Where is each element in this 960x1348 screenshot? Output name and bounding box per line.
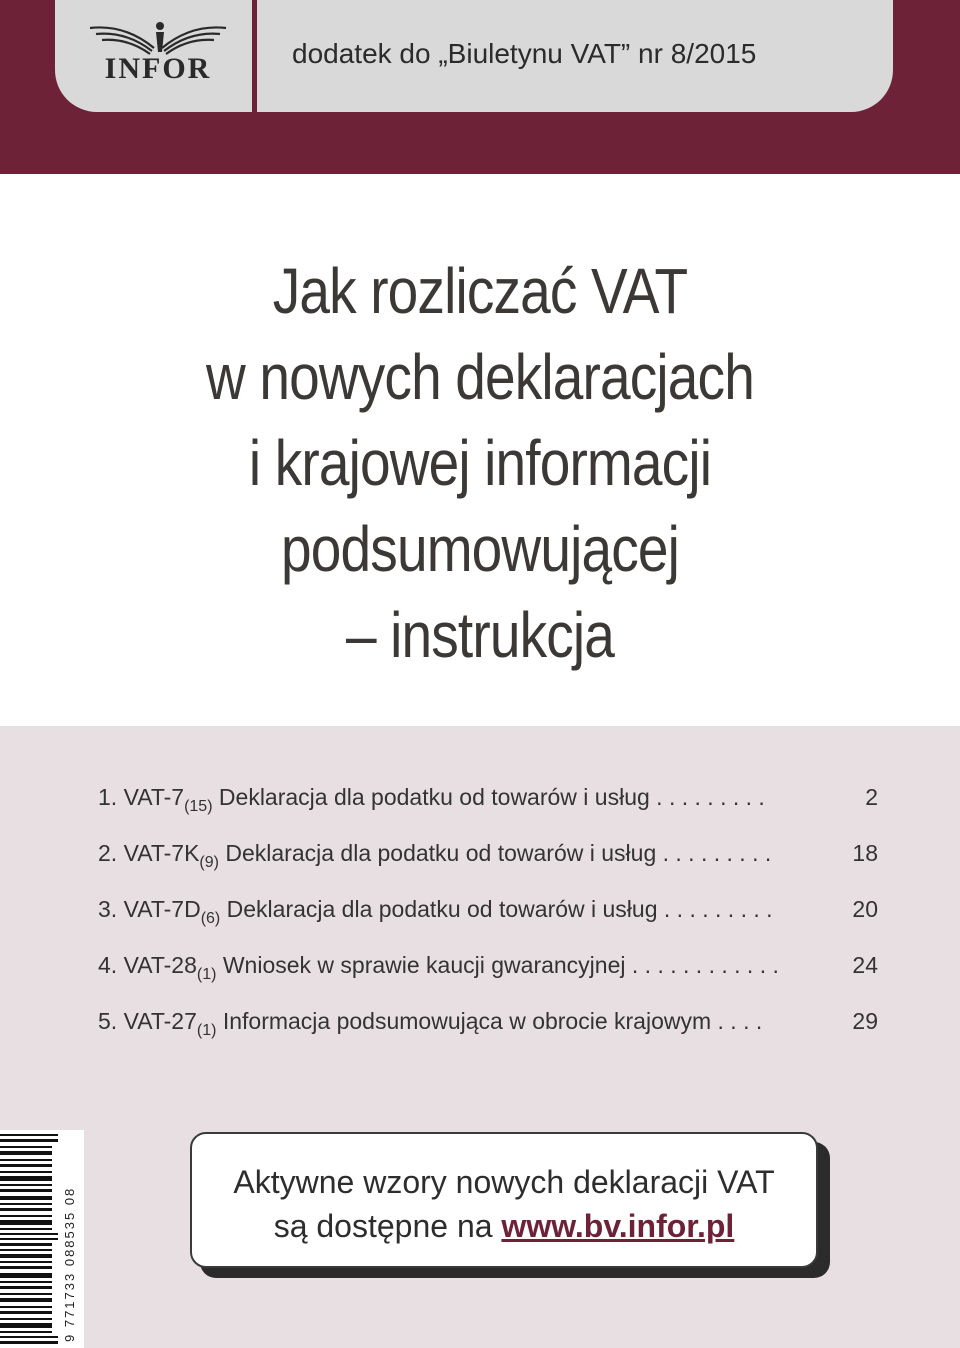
- toc-item-number: 4. VAT-28: [98, 952, 197, 978]
- promo-line-1: Aktywne wzory nowych deklaracji VAT: [233, 1164, 775, 1200]
- toc-item-page: 20: [852, 896, 878, 922]
- toc-item-title: Deklaracja dla podatku od towarów i usług: [218, 784, 650, 810]
- promo-line-2-text: są dostępne na: [273, 1208, 493, 1244]
- toc-item-leader: . . . .: [717, 1008, 763, 1034]
- toc-item-version: (15): [184, 798, 213, 815]
- infor-logo: [80, 18, 236, 88]
- toc-item[interactable]: [98, 952, 878, 1008]
- title-line: Jak rozliczać VAT: [272, 255, 688, 327]
- toc-item[interactable]: [98, 784, 878, 840]
- toc-item[interactable]: [98, 1008, 878, 1064]
- toc-item-title: Wniosek w sprawie kaucji gwarancyjnej: [222, 952, 626, 978]
- toc-item-number: 5. VAT-27: [98, 1008, 197, 1034]
- toc-item-title: Informacja podsumowująca w obrocie krajowym: [222, 1008, 712, 1034]
- table-of-contents: [98, 784, 878, 1064]
- toc-item-version: (6): [200, 910, 221, 927]
- title-line: podsumowującej: [281, 513, 679, 585]
- logo-text: INFOR: [104, 52, 212, 85]
- toc-item-leader: . . . . . . . . . . . .: [631, 952, 779, 978]
- page-title: [0, 248, 960, 678]
- toc-item-number: 1. VAT-7: [98, 784, 185, 810]
- toc-item-version: (1): [196, 966, 217, 983]
- toc-item-version: (1): [196, 1022, 217, 1039]
- toc-item-page: 29: [852, 1008, 878, 1034]
- toc-item-version: (9): [199, 854, 219, 871]
- toc-item-leader: . . . . . . . . .: [662, 840, 772, 866]
- toc-item-leader: . . . . . . . . .: [656, 784, 765, 810]
- toc-item-number: 2. VAT-7K: [98, 840, 200, 866]
- supplement-label: dodatek do „Biuletynu VAT” nr 8/2015: [292, 38, 757, 69]
- promo-line-2: [192, 1208, 816, 1245]
- website-link[interactable]: www.bv.infor.pl: [501, 1208, 735, 1244]
- toc-item-title: Deklaracja dla podatku od towarów i usług: [225, 840, 657, 866]
- barcode-digits: 9 771733 088535 08: [62, 1186, 77, 1342]
- toc-item-page: 2: [865, 784, 878, 810]
- toc-item-title: Deklaracja dla podatku od towarów i usług: [226, 896, 658, 922]
- title-line: – instrukcja: [345, 599, 615, 671]
- toc-item[interactable]: [98, 896, 878, 952]
- header-divider: [252, 0, 257, 112]
- promo-box: [190, 1132, 818, 1268]
- toc-item-leader: . . . . . . . . .: [663, 896, 773, 922]
- toc-item-number: 3. VAT-7D: [98, 896, 201, 922]
- toc-item-page: 18: [852, 840, 878, 866]
- title-line: w nowych deklaracjach: [206, 341, 754, 413]
- toc-item[interactable]: [98, 840, 878, 896]
- toc-item-page: 24: [852, 952, 878, 978]
- title-line: i krajowej informacji: [248, 427, 712, 499]
